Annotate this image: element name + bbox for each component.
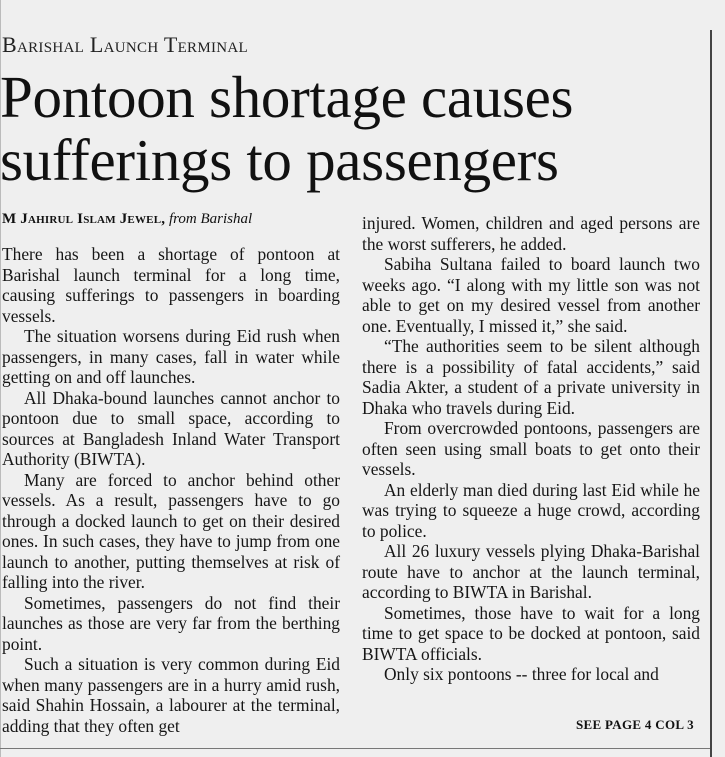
kicker: Barishal Launch Terminal: [2, 32, 249, 57]
column-divider-right: [710, 30, 712, 757]
paragraph: injured. Women, children and aged persons are the worst sufferers, he added.: [362, 213, 700, 254]
paragraph: Many are forced to anchor behind other vessels. As a result, passengers have to go through a docked launch to get on their desired ones. In such cases, they have to jump from one launch to another, putting themselves at risk of falling into the river.: [2, 469, 340, 592]
paragraph: There has been a shortage of pontoon at Barishal launch terminal for a long time, causing sufferings to passengers in boarding vessels.: [2, 244, 340, 326]
paragraph: The situation worsens during Eid rush when passengers, in many cases, fall in water while getting on and off launches.: [2, 326, 340, 387]
paragraph: An elderly man died during last Eid while he was trying to squeeze a huge crowd, according to police.: [362, 479, 700, 541]
paragraph: Sometimes, those have to wait for a long time to get space to be docked at pontoon, said BIWTA officials.: [362, 602, 700, 664]
paragraph: Sometimes, passengers do not find their launches as those are very far from the berthing point.: [2, 592, 340, 654]
paragraph: From overcrowded pontoons, passengers are often seen using small boats to get onto their vessels.: [362, 418, 700, 479]
byline-location: from Barishal: [168, 211, 253, 227]
paragraph: All Dhaka-bound launches cannot anchor to pontoon due to small space, according to sources at Bangladesh Inland Water Transport Authority (BIWTA).: [2, 387, 340, 469]
article-column-2: [362, 213, 700, 685]
byline-author: M Jahirul Islam Jewel,: [2, 211, 166, 227]
headline: Pontoon shortage causes sufferings to passengers: [0, 64, 574, 193]
paragraph: Only six pontoons -- three for local and: [384, 664, 659, 684]
paragraph: “The authorities seem to be silent although there is a possibility of fatal accidents,” said Sadia Akter, a student of a private university in Dhaka who travels during Eid.: [362, 336, 700, 418]
paragraph: Sabiha Sultana failed to board launch two weeks ago. “I along with my little son was not able to get on my desired vessel from another one. Eventually, I missed it,” she said.: [362, 254, 700, 336]
bottom-rule: [0, 748, 710, 749]
paragraph: Such a situation is very common during Eid when many passengers are in a hurry amid rush, said Shahin Hossain, a labourer at the terminal, adding that they often get: [2, 654, 340, 736]
article-column-1: [2, 244, 340, 736]
paragraph: All 26 luxury vessels plying Dhaka-Barishal route have to anchor at the launch terminal, according to BIWTA in Barishal.: [362, 541, 700, 602]
byline: [2, 211, 252, 228]
continued-on-page-link[interactable]: SEE PAGE 4 COL 3: [576, 717, 694, 732]
